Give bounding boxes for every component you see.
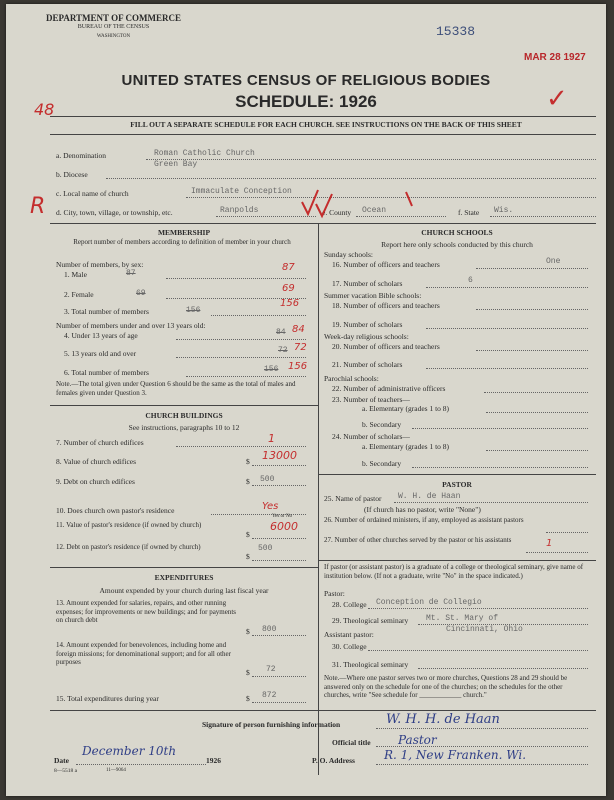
q6-typed: 156: [264, 365, 279, 374]
signature-label: Signature of person furnishing information: [202, 720, 341, 729]
summer-label: Summer vacation Bible schools:: [324, 291, 422, 300]
q9-dollar: $: [246, 477, 250, 486]
state-label: f. State: [458, 208, 480, 217]
membership-note: Note.—The total given under Question 6 should be the same as the total of males and females given under Question 3.: [56, 380, 296, 397]
membership-intro: Report number of members according to definition of member in your church: [73, 238, 291, 246]
q15-dollar: $: [246, 694, 250, 703]
q29-value-2: Cincinnati, Ohio: [446, 625, 523, 634]
form-title: UNITED STATES CENSUS OF RELIGIOUS BODIES: [121, 72, 491, 89]
q5-label: 5. 13 years old and over: [64, 349, 137, 358]
q1-typed: 87: [126, 269, 136, 278]
q11-value: 6000: [270, 520, 298, 533]
q8-label: 8. Value of church edifices: [56, 457, 137, 466]
schools-intro: Report here only schools conducted by this church: [381, 240, 533, 249]
address-value: R. 1, New Franken. Wi.: [384, 748, 527, 762]
official-title-label: Official title: [332, 738, 371, 747]
q15-value: 872: [262, 691, 277, 700]
q29-value: Mt. St. Mary of: [426, 614, 499, 623]
q12-label: 12. Debt on pastor's residence (if owned by church): [56, 543, 201, 551]
q4-hand-value: 84: [292, 324, 305, 335]
city-name: WASHINGTON: [96, 34, 131, 39]
department-block: [46, 14, 181, 41]
q14-value: 72: [266, 665, 276, 674]
q13-label: 13. Amount expended for salaries, repairs, and other running expenses; for improvements or new buildings; and for payments on church debt: [56, 599, 237, 624]
local-name-letter: c.: [56, 189, 62, 198]
q5-typed: 72: [278, 346, 288, 355]
r-mark: R: [30, 194, 46, 219]
q24-label: 24. Number of scholars—: [332, 432, 410, 441]
state-value: Wis.: [494, 206, 514, 215]
q9-label: 9. Debt on church edifices: [56, 477, 135, 486]
schedule-number: 15338: [436, 24, 476, 39]
q7-value: 1: [268, 432, 275, 445]
margin-number: 48: [34, 100, 55, 119]
q25-sub: (If church has no pastor, write "None"): [364, 505, 481, 514]
q15-label: 15. Total expenditures during year: [56, 694, 159, 703]
q22-label: 22. Number of administrative officers: [332, 384, 446, 393]
local-name-value: Immaculate Conception: [191, 187, 292, 196]
q24a-label: a. Elementary (grades 1 to 8): [362, 442, 450, 451]
check-mark-icon: ✓: [546, 84, 568, 114]
q7-label: 7. Number of church edifices: [56, 438, 144, 447]
q13-dollar: $: [246, 627, 250, 636]
diocese-value: Green Bay: [154, 160, 198, 169]
local-name-label: Local name of church: [63, 189, 129, 198]
pastor-sub-label: Pastor:: [324, 589, 345, 598]
q4-label: 4. Under 13 years of age: [64, 331, 138, 340]
q17-label: 17. Number of scholars: [332, 279, 403, 288]
q1-label: 1. Male: [64, 270, 87, 279]
q31-label: 31. Theological seminary: [332, 660, 409, 669]
q20-label: 20. Number of officers and teachers: [332, 342, 440, 351]
date-value: December 10th: [82, 744, 177, 758]
q6-hand-value: 156: [288, 361, 308, 372]
q25-label: 25. Name of pastor: [324, 494, 382, 503]
q11-label: 11. Value of pastor's residence (if owned by church): [56, 521, 202, 529]
q14-label: 14. Amount expended for benevolences, including home and foreign missions; for denominational support; and for all other purposes: [56, 641, 231, 666]
q3-label: 3. Total number of members: [64, 307, 149, 316]
city-value: Ranpolds: [220, 206, 259, 215]
parochial-label: Parochial schools:: [324, 374, 379, 383]
q21-label: 21. Number of scholars: [332, 360, 403, 369]
census-schedule-page: [6, 4, 606, 796]
schools-heading: CHURCH SCHOOLS: [421, 228, 493, 237]
denomination-letter: a.: [56, 151, 62, 160]
q3-hand-value: 156: [280, 298, 300, 309]
signature-value: W. H. H. de Haan: [386, 712, 500, 727]
pastor-note: Note.—Where one pastor serves two or more churches, Questions 28 and 29 should be answered only on the schedule for one of the churches; on the schedules for the other churches, write "See schedule for ____________ church.": [324, 674, 568, 699]
q16-label: 16. Number of officers and teachers: [332, 260, 440, 269]
form-code: 8—5518 a: [54, 768, 78, 774]
denomination-label: Denomination: [63, 151, 107, 160]
buildings-sub: See instructions, paragraphs 10 to 12: [128, 423, 240, 432]
date-label: Date: [54, 756, 69, 765]
q12-dollar: $: [246, 552, 250, 561]
q12-value: 500: [258, 544, 273, 553]
instruction-line: FILL OUT A SEPARATE SCHEDULE FOR EACH CHURCH. SEE INSTRUCTIONS ON THE BACK OF THIS SHEET: [130, 120, 522, 129]
q14-dollar: $: [246, 668, 250, 677]
pastor-heading: PASTOR: [442, 480, 472, 489]
q27-value: 1: [546, 538, 553, 549]
q13-value: 800: [262, 625, 277, 634]
graduate-note: If pastor (or assistant pastor) is a graduate of a college or theological seminary, give name of institution below. (If not a graduate, write "No" in the space indicated.): [324, 563, 584, 580]
address-label: P. O. Address: [312, 756, 355, 765]
expenditures-heading: EXPENDITURES: [154, 573, 214, 582]
q26-label: 26. Number of ordained ministers, if any, employed as assistant pastors: [324, 516, 524, 524]
q29-label: 29. Theological seminary: [332, 616, 409, 625]
received-stamp: MAR 28 1927: [524, 52, 586, 63]
q19-label: 19. Number of scholars: [332, 320, 403, 329]
q28-value: Conception de Collegio: [376, 598, 482, 607]
county-label: e. County: [322, 208, 352, 217]
q11-dollar: $: [246, 530, 250, 539]
assistant-sub-label: Assistant pastor:: [324, 630, 374, 639]
yes-no-hint: Yes or No: [272, 514, 293, 519]
buildings-heading: CHURCH BUILDINGS: [145, 411, 223, 420]
official-title-value: Pastor: [398, 733, 437, 747]
q25-value: W. H. de Haan: [398, 492, 461, 501]
department-name: DEPARTMENT OF COMMERCE: [46, 13, 182, 23]
form-code-2: 11—9064: [106, 768, 126, 773]
q23b-label: b. Secondary: [362, 420, 402, 429]
q1-hand-value: 87: [282, 262, 295, 273]
city-label: City, town, village, or township, etc.: [63, 208, 173, 217]
red-check-marks-icon: [296, 184, 446, 224]
q5-hand-value: 72: [294, 342, 307, 353]
expenditures-sub: Amount expended by your church during last fiscal year: [99, 586, 269, 595]
q6-label: 6. Total number of members: [64, 368, 149, 377]
q2-typed: 69: [136, 289, 146, 298]
bureau-name: BUREAU OF THE CENSUS: [77, 24, 150, 30]
q10-label: 10. Does church own pastor's residence: [56, 506, 175, 515]
q30-label: 30. College: [332, 642, 367, 651]
weekday-label: Week-day religious schools:: [324, 332, 409, 341]
q9-value: 500: [260, 475, 275, 484]
diocese-label: Diocese: [63, 170, 88, 179]
q27-label: 27. Number of other churches served by the pastor or his assistants: [324, 536, 512, 544]
q8-dollar: $: [246, 457, 250, 466]
q10-value: Yes: [262, 501, 279, 512]
q3-typed: 156: [186, 306, 201, 315]
diocese-letter: b.: [56, 170, 62, 179]
form-subtitle: SCHEDULE: 1926: [235, 92, 377, 111]
q4-typed: 84: [276, 328, 286, 337]
sunday-label: Sunday schools:: [324, 250, 373, 259]
denomination-value: Roman Catholic Church: [154, 149, 255, 158]
q17-value: 6: [468, 276, 473, 285]
q23a-label: a. Elementary (grades 1 to 8): [362, 404, 450, 413]
q18-label: 18. Number of officers and teachers: [332, 301, 440, 310]
membership-heading: MEMBERSHIP: [157, 228, 211, 237]
city-letter: d.: [56, 208, 62, 217]
q28-label: 28. College: [332, 600, 367, 609]
q2-hand-value: 69: [282, 283, 295, 294]
q2-label: 2. Female: [64, 290, 94, 299]
date-year: 1926: [206, 756, 221, 765]
q24b-label: b. Secondary: [362, 459, 402, 468]
q16-value: One: [546, 257, 561, 266]
age-intro: Number of members under and over 13 years old:: [56, 321, 206, 330]
q23-label: 23. Number of teachers—: [332, 395, 410, 404]
by-sex-label: Number of members, by sex:: [56, 260, 144, 269]
q8-value: 13000: [262, 449, 297, 462]
county-value: Ocean: [362, 206, 387, 215]
